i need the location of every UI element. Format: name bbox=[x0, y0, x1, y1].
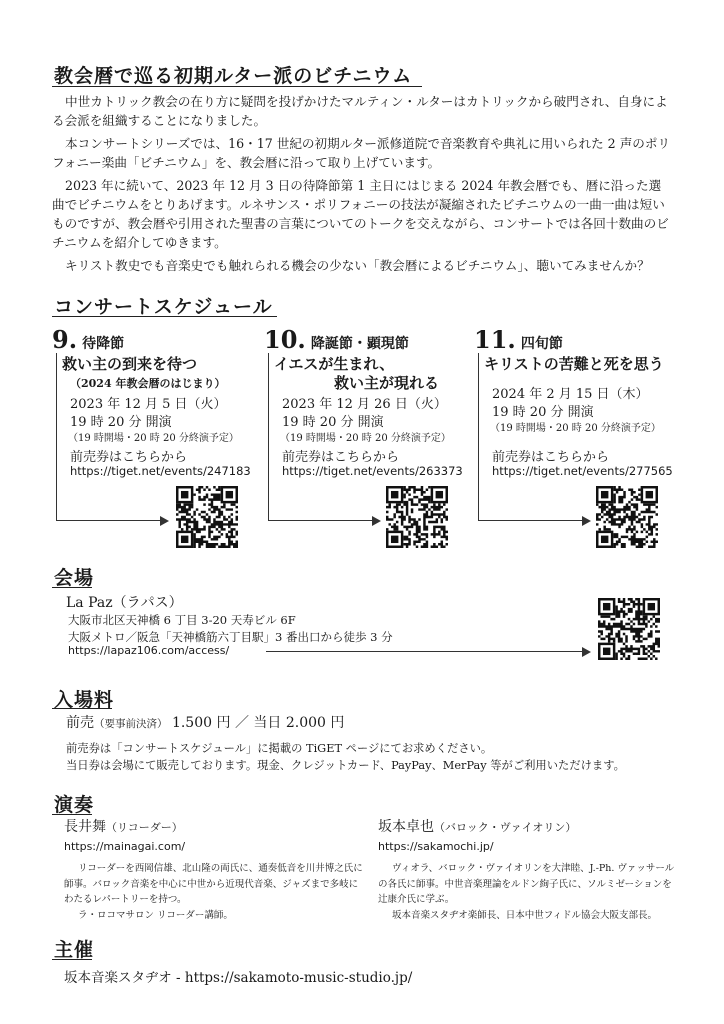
admission-note-1: 前売券は「コンサートスケジュール」に掲載の TiGET ページにてお求めください。 bbox=[66, 742, 493, 755]
event-theme: キリストの苦難と死を思う bbox=[484, 355, 664, 373]
performer-bio bbox=[378, 861, 678, 923]
performers-title-underline bbox=[52, 814, 92, 815]
ticket-label: 前売券はこちらから bbox=[492, 450, 610, 465]
advance-price: 1.500 円 bbox=[171, 715, 231, 731]
event-season: 降誕節・顕現節 bbox=[310, 336, 409, 352]
advance-label: 前売 bbox=[66, 715, 94, 731]
event-11-arrow-line bbox=[478, 520, 584, 521]
price-separator: ／ bbox=[234, 715, 249, 731]
event-subtime: （19 時開場・20 時 20 分終演予定） bbox=[490, 423, 661, 434]
event-9-arrow-line bbox=[56, 520, 162, 521]
schedule-title-underline bbox=[52, 316, 277, 317]
qr-code-icon[interactable] bbox=[598, 598, 660, 660]
performer-bio-text: リコーダーを西岡信雄、北山隆の両氏に、通奏低音を川井博之氏に師事。バロック音楽を中心に中世から近現代音楽、ジャズまで多岐にわたるレパートリーを持つ。 bbox=[64, 863, 363, 905]
event-time: 19 時 20 分 開演 bbox=[70, 415, 172, 430]
event-10-arrow-line bbox=[268, 520, 374, 521]
venue-arrow-line bbox=[266, 651, 584, 652]
event-theme-line2: 救い主が現れる bbox=[334, 374, 440, 392]
event-number: 11. bbox=[474, 325, 516, 354]
qr-code-icon[interactable] bbox=[596, 486, 658, 548]
intro-body bbox=[52, 92, 672, 279]
event-11-bracket bbox=[478, 353, 479, 521]
admission-note-2: 当日券は会場にて販売しております。現金、クレジットカード、PayPay、MerPay 等がご利用いただけます。 bbox=[66, 759, 625, 772]
organizer-title-underline bbox=[52, 959, 92, 960]
admission-title-underline bbox=[52, 708, 112, 709]
qr-code-icon[interactable] bbox=[386, 486, 448, 548]
event-date: 2024 年 2 月 15 日（木） bbox=[492, 387, 649, 402]
ticket-link[interactable]: https://tiget.net/events/277565 bbox=[492, 464, 673, 478]
qr-code-icon[interactable] bbox=[176, 486, 238, 548]
arrow-right-icon bbox=[372, 516, 381, 526]
event-date: 2023 年 12 月 5 日（火） bbox=[70, 397, 227, 412]
event-theme-note: （2024 年教会暦のはじまり） bbox=[70, 377, 226, 390]
event-season: 待降節 bbox=[82, 336, 125, 352]
event-theme: 救い主の到来を待つ bbox=[62, 355, 198, 373]
event-time: 19 時 20 分 開演 bbox=[492, 405, 594, 420]
performer-bio-role: ラ・ロコマサロン リコーダー講師。 bbox=[78, 909, 233, 921]
event-date: 2023 年 12 月 26 日（火） bbox=[282, 397, 447, 412]
event-subtime: （19 時開場・20 時 20 分終演予定） bbox=[280, 433, 451, 444]
organizer-text[interactable]: 坂本音楽スタヂオ - https://sakamoto-music-studio.jp/ bbox=[64, 970, 413, 986]
performer-link[interactable]: https://mainagai.com/ bbox=[64, 840, 186, 853]
intro-paragraph-1: 中世カトリック教会の在り方に疑問を投げかけたマルティン・ルターはカトリックから破門され、自身による会派を組織することになりました。 bbox=[52, 94, 668, 128]
event-time: 19 時 20 分 開演 bbox=[282, 415, 384, 430]
arrow-right-icon bbox=[582, 516, 591, 526]
venue-access: 大阪メトロ／阪急「天神橋筋六丁目駅」3 番出口から徒歩 3 分 bbox=[68, 630, 393, 644]
performer-card-2 bbox=[378, 816, 678, 923]
advance-note: （要事前決済） bbox=[94, 718, 168, 730]
event-subtime: （19 時開場・20 時 20 分終演予定） bbox=[68, 433, 239, 444]
event-theme: イエスが生まれ、 bbox=[274, 355, 395, 373]
event-season: 四旬節 bbox=[520, 336, 563, 352]
event-number: 10. bbox=[264, 325, 306, 354]
schedule-title: コンサートスケジュール bbox=[54, 296, 273, 318]
admission-prices bbox=[66, 712, 344, 732]
event-10-bracket bbox=[268, 353, 269, 521]
venue-title-underline bbox=[52, 587, 92, 588]
performers-title: 演奏 bbox=[54, 794, 95, 816]
venue-name: La Paz（ラパス） bbox=[66, 595, 183, 611]
intro-title-underline bbox=[52, 86, 422, 87]
intro-paragraph-3: 2023 年に続いて、2023 年 12 月 3 日の待降節第 1 主日にはじまる 2024 年教会暦でも、暦に沿った選曲でビチニウムをとりあげます。ルネサンス・ポリフォニーの技法が凝縮されたビチニウムの一曲一曲は短いものですが、教会暦や引用された聖書の言葉についてのトークを交えながら、コンサートでは各回十数曲のビチニウムを紹介してゆきます。 bbox=[52, 178, 669, 250]
ticket-label: 前売券はこちらから bbox=[70, 450, 188, 465]
performer-link[interactable]: https://sakamochi.jp/ bbox=[378, 840, 494, 853]
intro-paragraph-4: キリスト教史でも音楽史でも触れられる機会の少ない「教会暦によるビチニウム」、聴いてみませんか？ bbox=[65, 258, 650, 273]
event-9-bracket bbox=[56, 353, 57, 521]
event-number: 9. bbox=[52, 325, 78, 354]
ticket-link[interactable]: https://tiget.net/events/263373 bbox=[282, 464, 463, 478]
performer-bio-role: 坂本音楽スタヂオ楽師長、日本中世フィドル協会大阪支部長。 bbox=[392, 909, 658, 921]
ticket-link[interactable]: https://tiget.net/events/247183 bbox=[70, 464, 251, 478]
venue-title: 会場 bbox=[54, 567, 95, 589]
performer-bio bbox=[64, 861, 364, 923]
venue-link[interactable]: https://lapaz106.com/access/ bbox=[68, 644, 230, 657]
arrow-right-icon bbox=[582, 647, 591, 657]
performer-name: 長井舞 bbox=[64, 819, 106, 835]
performer-name: 坂本卓也 bbox=[378, 819, 434, 835]
intro-paragraph-2: 本コンサートシリーズでは、16・17 世紀の初期ルター派修道院で音楽教育や典礼に用いられた 2 声のポリフォニー楽曲「ビチニウム」を、教会暦に沿って取り上げています。 bbox=[52, 136, 671, 170]
venue-address: 大阪市北区天神橋 6 丁目 3-20 天寿ビル 6F bbox=[68, 613, 296, 627]
performer-card-1 bbox=[64, 816, 364, 923]
performer-instrument: （バロック・ヴァイオリン） bbox=[434, 821, 577, 834]
admission-title: 入場料 bbox=[54, 689, 115, 711]
arrow-right-icon bbox=[160, 516, 169, 526]
performer-bio-text: ヴィオラ、バロック・ヴァイオリンを大津睦、J.-Ph. ヴァッサールの各氏に師事。中世音楽理論をルドン絢子氏に、ソルミゼーションを辻康介氏に学ぶ。 bbox=[378, 863, 675, 905]
ticket-label: 前売券はこちらから bbox=[282, 450, 400, 465]
organizer-title: 主催 bbox=[54, 939, 95, 961]
door-price: 当日 2.000 円 bbox=[253, 715, 345, 731]
intro-title: 教会暦で巡る初期ルター派のビチニウム bbox=[54, 65, 413, 87]
performer-instrument: （リコーダー） bbox=[106, 821, 183, 834]
